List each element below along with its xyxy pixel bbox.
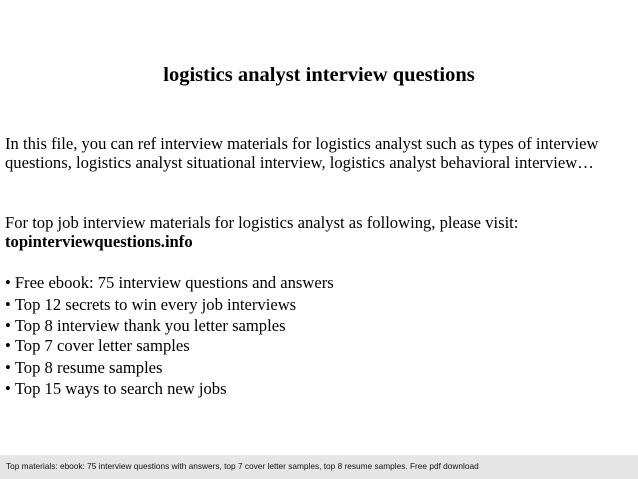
list-item (5, 336, 633, 358)
bullet-icon: • (5, 273, 11, 292)
page-title: logistics analyst interview questions (163, 64, 475, 86)
list-item-label: Top 15 ways to search new jobs (14, 379, 227, 398)
list-item-label: Top 7 cover letter samples (14, 336, 190, 355)
intro-paragraph: In this file, you can ref interview materials for logistics analyst such as types of interview questions, logistics analyst situational interview, logistics analyst behavioral interview… (5, 134, 599, 172)
visit-text: For top job interview materials for logistics analyst as following, please visit: (5, 213, 519, 232)
bullet-icon: • (5, 357, 11, 377)
list-item (5, 273, 633, 295)
list-item-label: Top 8 resume samples (14, 357, 163, 377)
list-item (5, 358, 633, 380)
list-item (5, 379, 633, 401)
footer-bar (0, 455, 638, 479)
list-item (5, 316, 633, 336)
bullet-icon: • (5, 336, 11, 355)
list-item-label: Top 8 interview thank you letter samples (14, 316, 286, 335)
list-item-label: Top 12 secrets to win every job interviews (14, 294, 297, 314)
bullet-icon: • (5, 316, 11, 335)
footer-text: Top materials: ebook: 75 interview questions with answers, top 7 cover letter samples, top 8 resume samples. Free pdf download (6, 461, 479, 471)
list-item (5, 295, 633, 317)
visit-paragraph (5, 213, 633, 251)
website-link[interactable]: topinterviewquestions.info (5, 232, 193, 251)
resource-list (5, 273, 633, 401)
bullet-icon: • (5, 294, 11, 314)
list-item-label: Free ebook: 75 interview questions and answers (14, 273, 334, 292)
bullet-icon: • (5, 379, 11, 398)
